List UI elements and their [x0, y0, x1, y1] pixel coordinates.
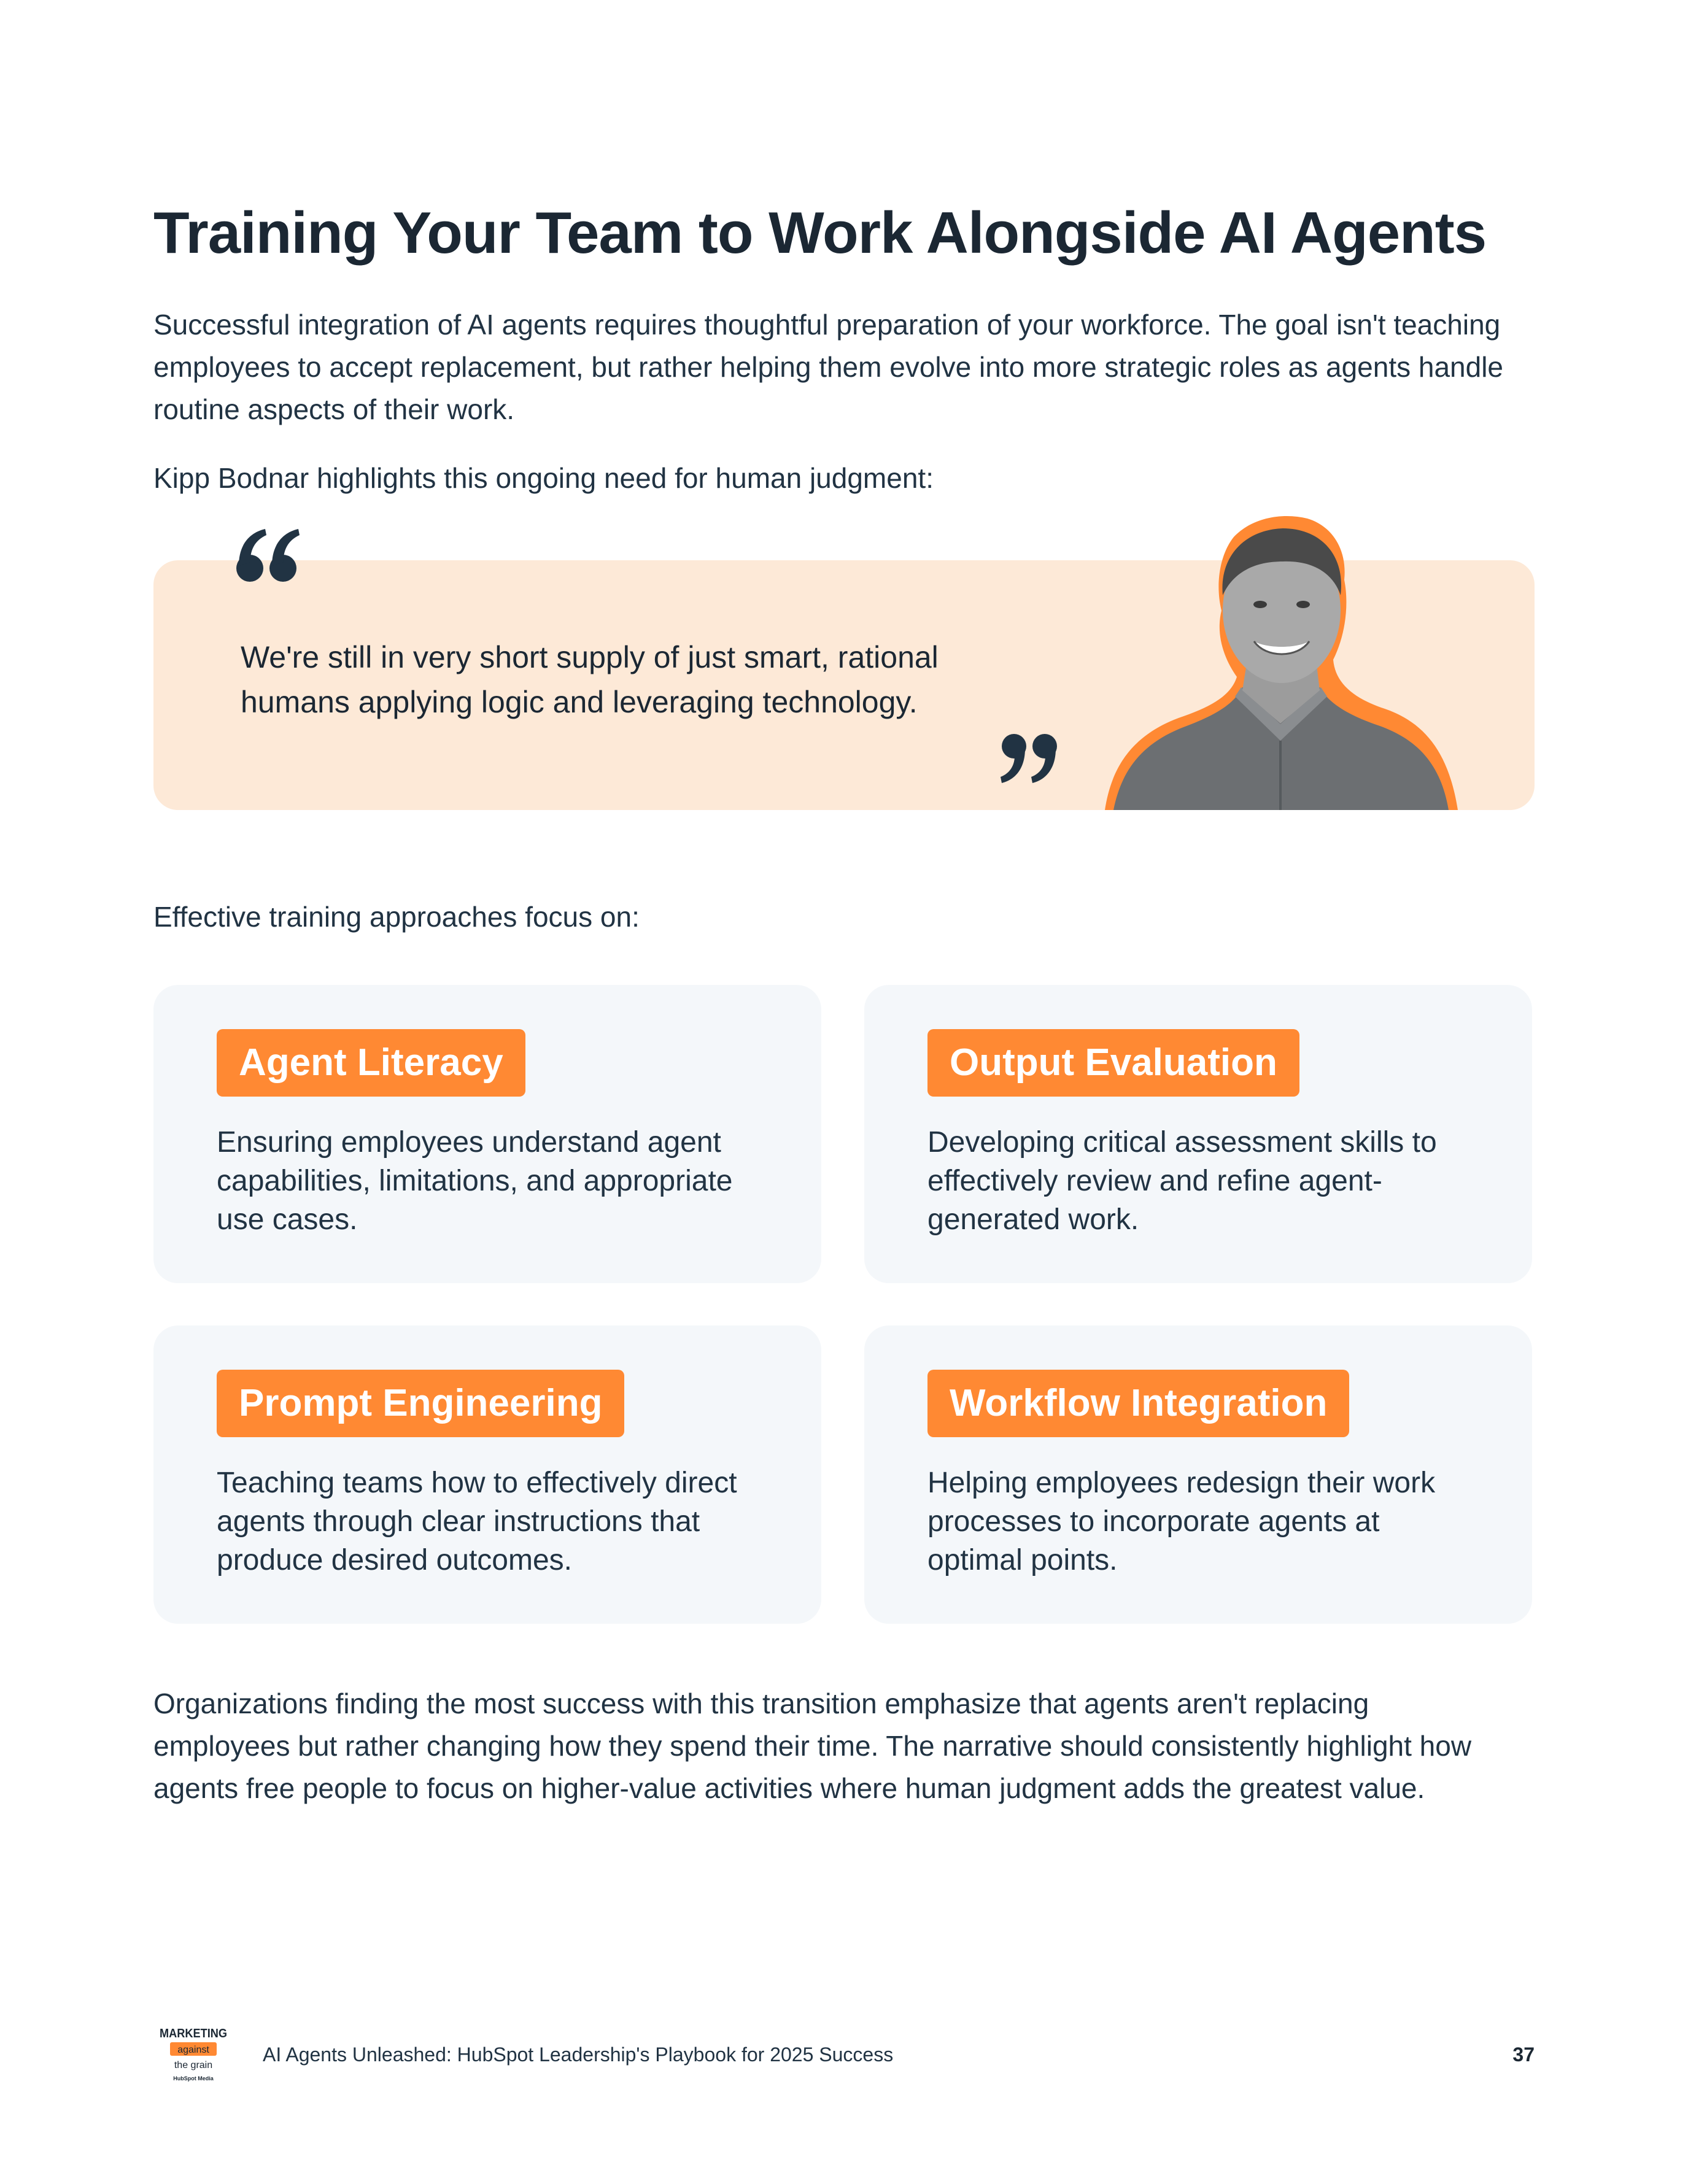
card-title: Workflow Integration	[927, 1370, 1349, 1437]
card-description: Developing critical assessment skills to effectively review and refine agent-generated work.	[927, 1126, 1437, 1236]
card-output-evaluation	[864, 985, 1532, 1283]
svg-text:HubSpot Media: HubSpot Media	[173, 2075, 214, 2082]
card-title: Output Evaluation	[927, 1029, 1299, 1097]
open-quote-icon	[233, 527, 301, 588]
close-quote-icon	[999, 731, 1061, 787]
quote-attribution: Kipp Bodnar highlights this ongoing need for human judgment:	[153, 462, 934, 494]
card-title: Agent Literacy	[217, 1029, 525, 1097]
svg-text:against: against	[177, 2045, 209, 2055]
portrait-image	[1105, 512, 1498, 810]
card-prompt-engineering	[153, 1325, 821, 1624]
card-agent-literacy	[153, 985, 821, 1283]
card-description: Helping employees redesign their work processes to incorporate agents at optimal points.	[927, 1467, 1436, 1576]
card-description: Teaching teams how to effectively direct agents through clear instructions that produce desired outcomes.	[217, 1467, 737, 1576]
closing-paragraph: Organizations finding the most success with this transition emphasize that agents aren't replacing employees but rather changing how they spend their time. The narrative should consistently highlight how agents free people to focus on higher-value activities where human judgment adds the greatest value.	[153, 1688, 1472, 1804]
quote-text: We're still in very short supply of just smart, rational humans applying logic and leveraging technology.	[241, 640, 939, 719]
svg-text:MARKETING: MARKETING	[160, 2027, 227, 2040]
footer-document-title: AI Agents Unleashed: HubSpot Leadership's Playbook for 2025 Success	[263, 2043, 894, 2066]
intro-paragraph: Successful integration of AI agents requires thoughtful preparation of your workforce. The goal isn't teaching employees to accept replacement, but rather helping them evolve into more strategic roles as agents handle routine aspects of their work.	[153, 309, 1504, 425]
brand-logo	[157, 2025, 230, 2086]
page-title: Training Your Team to Work Alongside AI Agents	[153, 200, 1487, 266]
card-description: Ensuring employees understand agent capabilities, limitations, and appropriate use cases.	[217, 1126, 733, 1236]
svg-text:the grain: the grain	[174, 2060, 213, 2070]
card-title: Prompt Engineering	[217, 1370, 624, 1437]
card-workflow-integration	[864, 1325, 1532, 1624]
page-number: 37	[1512, 2043, 1535, 2066]
focus-intro: Effective training approaches focus on:	[153, 901, 640, 933]
